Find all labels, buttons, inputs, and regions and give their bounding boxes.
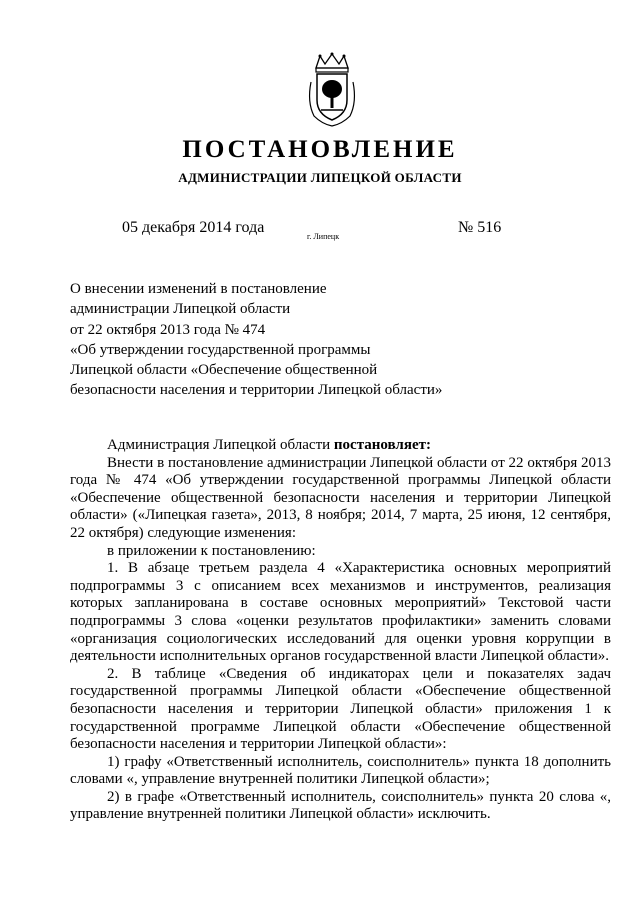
paragraph-item-2: 2. В таблице «Сведения об индикаторах цели и показателях задач государственной программы Липецкой области «Обеспечение общественной безопасности населения и территории Липецкой области» приложения 1 к государственной программе Липецкой области «Обеспечение общественной безопасности населения и территории Липецкой области»: [70,665,611,753]
paragraph-subitem-2: 2) в графе «Ответственный исполнитель, соисполнитель» пункта 20 слова «, управление внутренней политики Липецкой области» исключить. [70,788,611,823]
document-date: 05 декабря 2014 года [122,219,265,236]
subject-line: «Об утверждении государственной программы [70,341,371,358]
issuing-authority: АДМИНИСТРАЦИИ ЛИПЕЦКОЙ ОБЛАСТИ [178,170,462,185]
paragraph-item-1: 1. В абзаце третьем раздела 4 «Характеристика основных мероприятий подпрограммы 3 с описанием всех механизмов и инструментов, реализация которых запланирована в составе основных мероприятий» Текстовой части подпрограммы 3 слова «оценки результатов профилактики» заменить словами «организация социологических исследований для оценки уровня коррупции в деятельности исполнительных органов государственной власти Липецкой области». [70,560,611,665]
document-city: г. Липецк [307,232,340,241]
subject-line: Липецкой области «Обеспечение общественной [70,362,378,379]
intro-paragraph [70,437,611,455]
paragraph-amendment: Внести в постановление администрации Липецкой области от 22 октября 2013 года № 474 «Об утверждении государственной программы Липецкой области «Обеспечение общественной безопасности населения и территории Липецкой области» («Липецкая газета», 2013, 8 ноября; 2014, 7 марта, 25 июня, 12 сентября, 22 октября) следующие изменения: [70,454,611,541]
intro-text: Администрация Липецкой области [107,437,334,453]
subject-line: администрации Липецкой области [70,301,291,318]
paragraph-annex: в приложении к постановлению: [107,542,316,559]
subject-line: безопасности населения и территории Липецкой области» [70,382,443,399]
coat-of-arms-emblem [306,52,358,128]
document-subject [70,279,490,401]
document-number: № 516 [458,219,502,236]
intro-bold: постановляет: [333,437,431,453]
document-title: ПОСТАНОВЛЕНИЕ [182,136,458,163]
paragraph-subitem-1: 1) графу «Ответственный исполнитель, соисполнитель» пункта 18 дополнить словами «, управление внутренней политики Липецкой области»; [70,753,611,788]
subject-line: от 22 октября 2013 года № 474 [70,321,266,338]
subject-line: О внесении изменений в постановление [70,281,327,297]
document-body [70,437,611,824]
